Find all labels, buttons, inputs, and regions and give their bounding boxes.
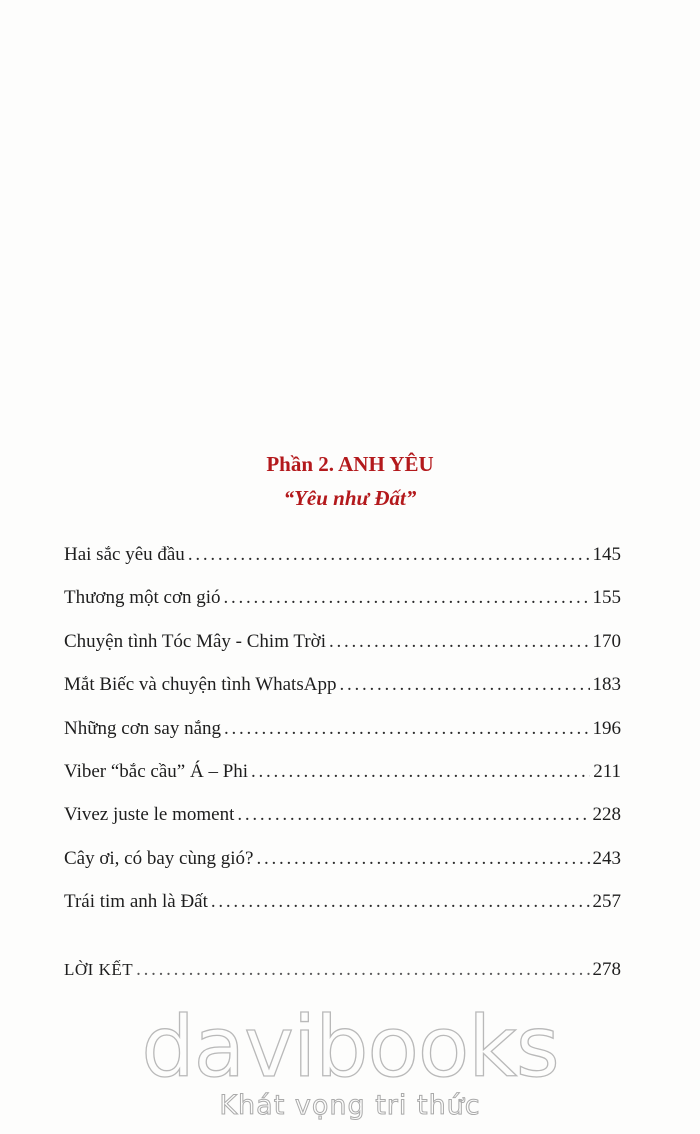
toc-entry-title: Viber “bắc cầu” Á – Phi xyxy=(64,760,249,782)
toc-entry-page: 183 xyxy=(592,674,621,696)
toc-entry-title: LỜI KẾT xyxy=(64,960,134,979)
toc-entry-title: Mắt Biếc và chuyện tình WhatsApp xyxy=(64,674,337,696)
toc-entry xyxy=(64,890,621,933)
toc-leader-dots xyxy=(251,760,590,784)
part-subtitle: “Yêu như Đất” xyxy=(283,486,417,510)
toc-leader-dots xyxy=(329,630,590,654)
toc-entry-page: 145 xyxy=(592,544,621,565)
toc-entry xyxy=(64,760,621,803)
toc-leader-dots xyxy=(256,847,589,871)
toc-entry-page: 257 xyxy=(592,891,621,913)
toc-entry xyxy=(64,803,621,846)
toc-leader-dots xyxy=(188,543,590,567)
toc-entry-page: 243 xyxy=(592,847,621,869)
toc-entry-page: 196 xyxy=(592,717,621,739)
toc-entry-page: 228 xyxy=(592,804,621,826)
toc-entry-title: Vivez juste le moment xyxy=(64,804,235,826)
toc-entry-closing xyxy=(64,958,621,1001)
closing-section xyxy=(64,958,621,1001)
toc-entry xyxy=(64,717,621,760)
toc-entry-title: Những cơn say nắng xyxy=(64,717,222,739)
toc-leader-dots xyxy=(237,803,589,827)
toc-entry-title: Hai sắc yêu đầu xyxy=(64,544,185,565)
table-of-contents xyxy=(64,543,621,934)
toc-entry xyxy=(64,630,621,673)
toc-entry-title: Chuyện tình Tóc Mây - Chim Trời xyxy=(64,630,326,652)
part-title: Phần 2. ANH YÊU xyxy=(266,452,434,476)
toc-entry xyxy=(64,847,621,890)
toc-entry-page: 211 xyxy=(593,760,621,782)
toc-entry xyxy=(64,673,621,716)
toc-entry-page: 170 xyxy=(592,630,621,652)
toc-leader-dots xyxy=(224,717,589,741)
toc-entry-title: Thương một cơn gió xyxy=(64,587,221,609)
toc-leader-dots xyxy=(224,586,590,610)
toc-entry-title: Trái tim anh là Đất xyxy=(64,891,208,913)
watermark-brand: davibooks xyxy=(141,998,559,1096)
toc-leader-dots xyxy=(136,958,589,982)
watermark-tagline: Khát vọng tri thức xyxy=(219,1090,481,1121)
toc-entry-page: 155 xyxy=(592,587,621,609)
toc-entry-page: 278 xyxy=(592,959,621,980)
toc-entry-title: Cây ơi, có bay cùng gió? xyxy=(64,847,254,869)
toc-leader-dots xyxy=(211,890,590,914)
toc-entry xyxy=(64,543,621,586)
toc-leader-dots xyxy=(339,673,589,697)
toc-entry xyxy=(64,586,621,629)
